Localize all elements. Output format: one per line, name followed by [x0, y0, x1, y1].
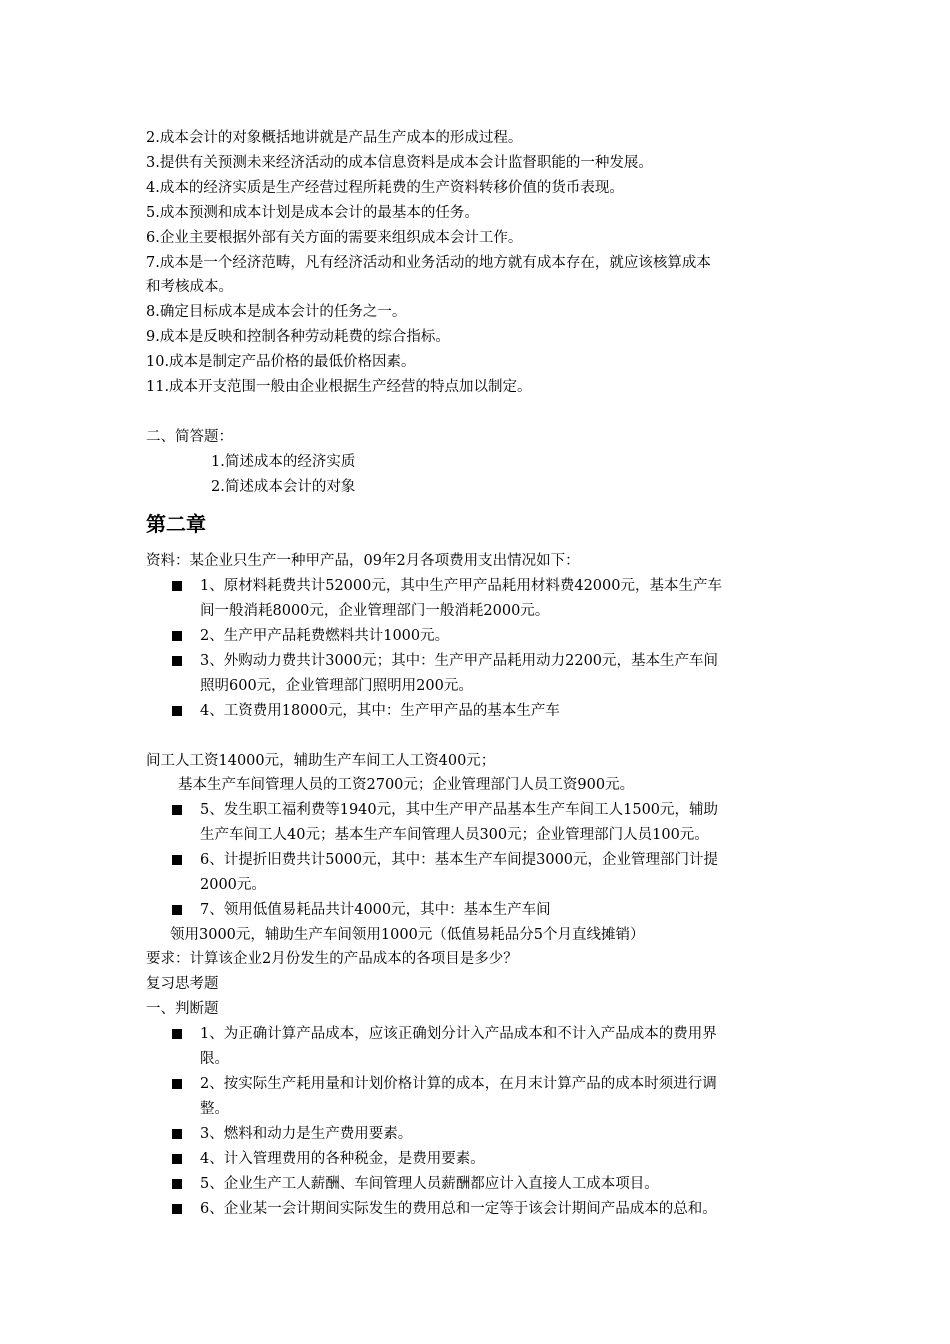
bullet-text: 1、为正确计算产品成本，应该正确划分计入产品成本和不计入产品成本的费用界	[200, 1026, 717, 1042]
bullet-square-icon	[172, 1154, 182, 1164]
bullet-text-cont: 整。	[200, 1101, 229, 1117]
bullet-text-cont: 间一般消耗8000元，企业管理部门一般消耗2000元。	[200, 603, 550, 619]
continuation-text: 领用3000元，辅助生产车间领用1000元（低值易耗品分5个月直线摊销）	[170, 927, 645, 943]
judgement-item: 2.成本会计的对象概括地讲就是产品生产成本的形成过程。	[146, 130, 523, 146]
chapter-heading: 第二章	[146, 512, 206, 536]
chapter-intro: 资料：某企业只生产一种甲产品，09年2月各项费用支出情况如下：	[146, 553, 580, 569]
bullet-square-icon	[172, 805, 182, 815]
judgement-item: 4.成本的经济实质是生产经营过程所耗费的生产资料转移价值的货币表现。	[146, 180, 624, 196]
bullet-square-icon	[172, 855, 182, 865]
bullet-text: 2、按实际生产耗用量和计划价格计算的成本，在月末计算产品的成本时须进行调	[200, 1076, 717, 1092]
bullet-text: 1、原材料耗费共计52000元，其中生产甲产品耗用材料费42000元，基本生产车	[200, 578, 722, 594]
bullet-text-cont: 生产车间工人40元；基本生产车间管理人员300元；企业管理部门人员100元。	[200, 827, 709, 843]
judgement-item: 3.提供有关预测未来经济活动的成本信息资料是成本会计监督职能的一种发展。	[146, 155, 653, 171]
judgement-item: 11.成本开支范围一般由企业根据生产经营的特点加以制定。	[146, 379, 532, 395]
requirement-text: 要求：计算该企业2月份发生的产品成本的各项目是多少？	[146, 951, 518, 967]
bullet-text: 5、发生职工福利费等1940元，其中生产甲产品基本生产车间工人1500元，辅助	[200, 802, 719, 818]
judgement-item: 6.企业主要根据外部有关方面的需要来组织成本会计工作。	[146, 230, 523, 246]
continuation-text: 基本生产车间管理人员的工资2700元；企业管理部门人员工资900元。	[178, 777, 635, 793]
bullet-text: 3、外购动力费共计3000元；其中：生产甲产品耗用动力2200元，基本生产车间	[200, 653, 719, 669]
short-answer-item: 2.简述成本会计的对象	[211, 479, 356, 495]
bullet-text: 4、计入管理费用的各种税金，是费用要素。	[200, 1151, 485, 1167]
short-answer-item: 1.简述成本的经济实质	[211, 454, 356, 470]
bullet-text: 5、企业生产工人薪酬、车间管理人员薪酬都应计入直接人工成本项目。	[200, 1176, 659, 1192]
bullet-square-icon	[172, 1129, 182, 1139]
bullet-text-cont: 限。	[200, 1051, 229, 1067]
bullet-text-cont: 2000元。	[200, 877, 266, 893]
bullet-text: 4、工资费用18000元，其中：生产甲产品的基本生产车	[200, 703, 560, 719]
bullet-text: 2、生产甲产品耗费燃料共计1000元。	[200, 628, 450, 644]
bullet-square-icon	[172, 1079, 182, 1089]
judgement-item: 10.成本是制定产品价格的最低价格因素。	[146, 354, 416, 370]
bullet-square-icon	[172, 631, 182, 641]
bullet-square-icon	[172, 581, 182, 591]
bullet-square-icon	[172, 656, 182, 666]
judgement-item: 9.成本是反映和控制各种劳动耗费的综合指标。	[146, 329, 450, 345]
bullet-square-icon	[172, 1029, 182, 1039]
bullet-square-icon	[172, 706, 182, 716]
bullet-square-icon	[172, 1204, 182, 1214]
judgement-item: 8.确定目标成本是成本会计的任务之一。	[146, 304, 407, 320]
bullet-text: 7、领用低值易耗品共计4000元，其中：基本生产车间	[200, 902, 551, 918]
judgement-item: 5.成本预测和成本计划是成本会计的最基本的任务。	[146, 205, 479, 221]
review-title: 复习思考题	[146, 976, 219, 992]
bullet-text: 6、企业某一会计期间实际发生的费用总和一定等于该会计期间产品成本的总和。	[200, 1201, 717, 1217]
short-answer-title: 二、简答题：	[146, 429, 233, 445]
bullet-text: 6、计提折旧费共计5000元，其中：基本生产车间提3000元，企业管理部门计提	[200, 852, 719, 868]
bullet-square-icon	[172, 905, 182, 915]
judgement-item: 7.成本是一个经济范畴，凡有经济活动和业务活动的地方就有成本存在，就应该核算成本	[146, 255, 711, 271]
bullet-square-icon	[172, 1179, 182, 1189]
judgement-item-cont: 和考核成本。	[146, 279, 233, 295]
continuation-text: 间工人工资14000元，辅助生产车间工人工资400元；	[146, 753, 496, 769]
bullet-text-cont: 照明600元，企业管理部门照明用200元。	[200, 678, 473, 694]
judge-title: 一、判断题	[146, 1001, 219, 1017]
bullet-text: 3、燃料和动力是生产费用要素。	[200, 1126, 413, 1142]
